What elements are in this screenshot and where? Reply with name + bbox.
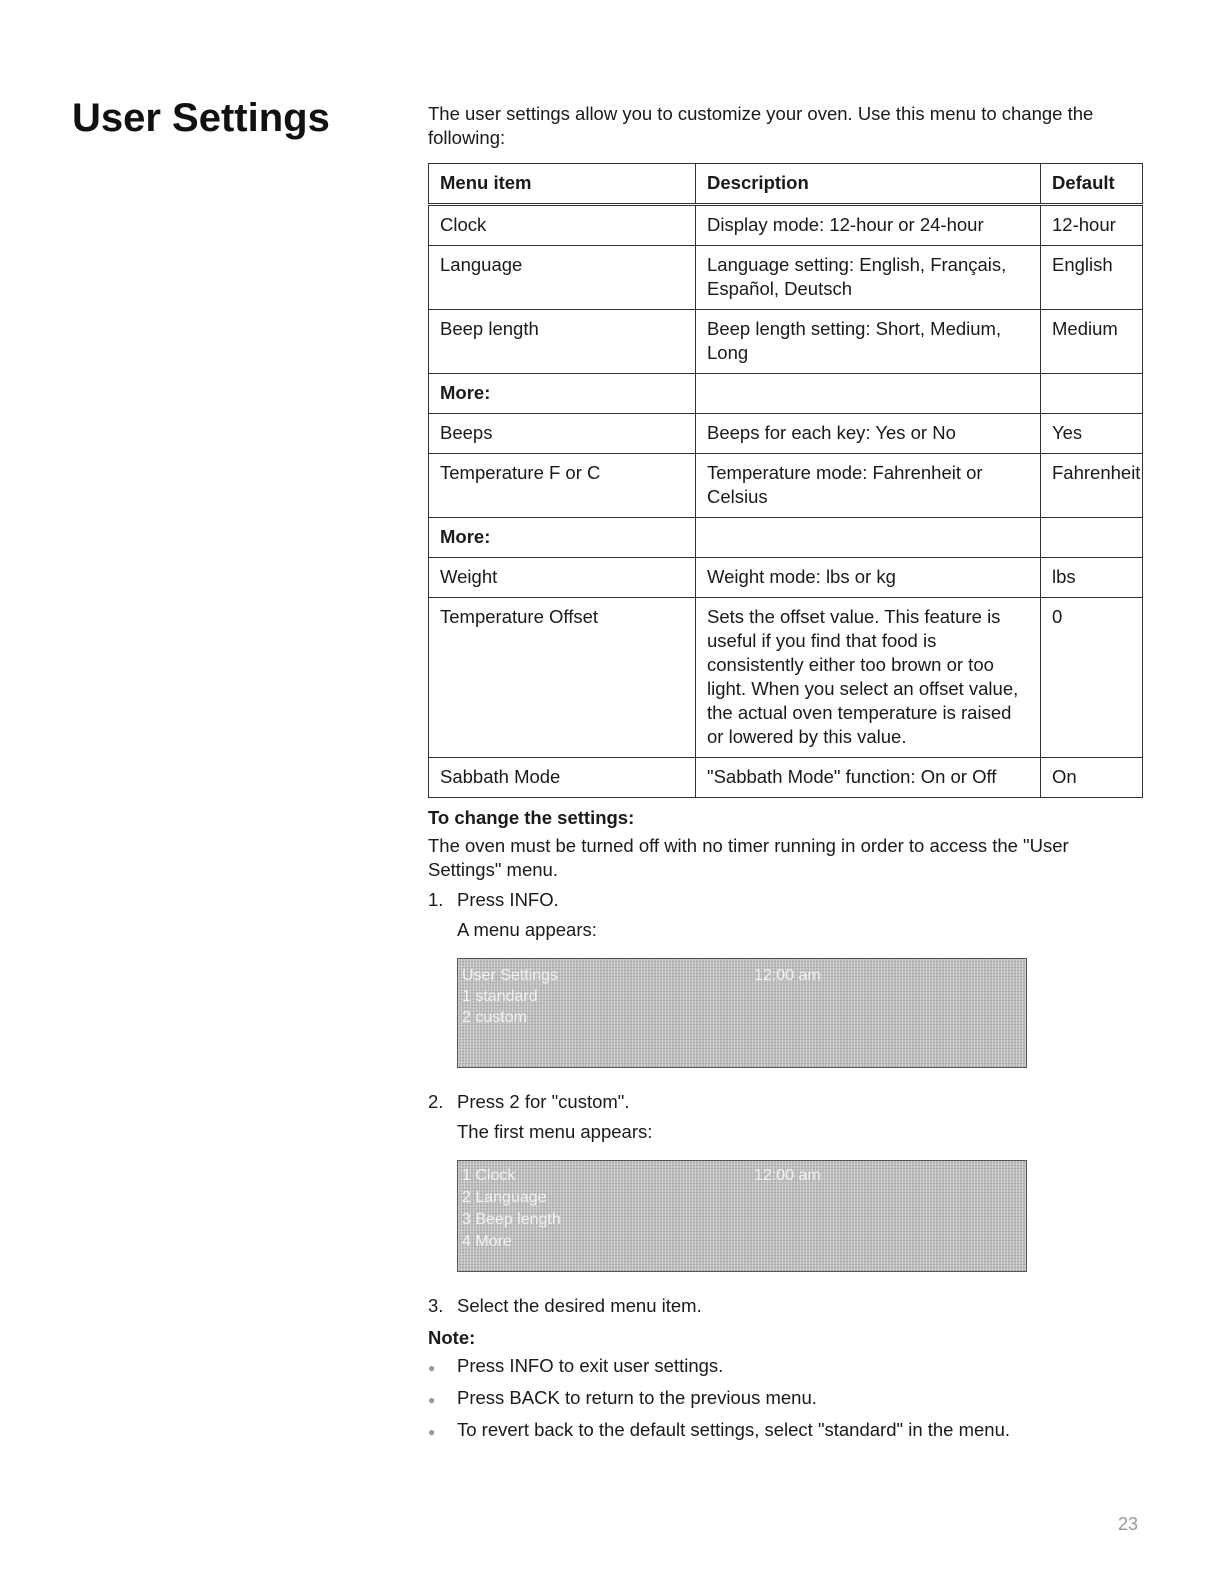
list-item — [428, 1354, 1144, 1380]
table-row-more — [429, 374, 1143, 414]
note-list — [428, 1354, 1144, 1444]
cell-item: Clock — [429, 205, 696, 246]
header-menu-item: Menu item — [429, 164, 696, 205]
cell-description: Weight mode: lbs or kg — [696, 558, 1041, 598]
display-screenshot-user-settings — [457, 958, 1027, 1068]
content-column — [428, 102, 1144, 1450]
step-text: Press INFO. — [457, 889, 559, 910]
cell-item: Sabbath Mode — [429, 758, 696, 798]
cell-default: Yes — [1041, 414, 1143, 454]
bullet-icon: ● — [428, 1425, 436, 1439]
cell-description: Language setting: English, Français, Español, Deutsch — [696, 246, 1041, 310]
note-text: To revert back to the default settings, select "standard" in the menu. — [457, 1419, 1011, 1440]
display-line: 2 custom — [462, 1009, 527, 1026]
display-clock: 12:00 am — [754, 967, 821, 984]
cell-description: Display mode: 12-hour or 24-hour — [696, 205, 1041, 246]
table-row — [429, 246, 1143, 310]
cell-description — [696, 518, 1041, 558]
cell-item: Beeps — [429, 414, 696, 454]
cell-item: Temperature F or C — [429, 454, 696, 518]
bullet-icon: ● — [428, 1393, 436, 1407]
list-item — [428, 1386, 1144, 1412]
cell-default: Fahrenheit — [1041, 454, 1143, 518]
display-line: 4 More — [462, 1233, 512, 1250]
header-description: Description — [696, 164, 1041, 205]
step-1-result: A menu appears: — [457, 919, 597, 940]
list-item — [428, 1418, 1144, 1444]
table-row — [429, 454, 1143, 518]
cell-item: More: — [429, 518, 696, 558]
cell-item: More: — [429, 374, 696, 414]
cell-default: 0 — [1041, 598, 1143, 758]
display-line: 3 Beep length — [462, 1211, 561, 1228]
header-default: Default — [1041, 164, 1143, 205]
cell-description: Temperature mode: Fahrenheit or Celsius — [696, 454, 1041, 518]
table-row — [429, 310, 1143, 374]
step-text: Press 2 for "custom". — [457, 1091, 630, 1112]
cell-item: Beep length — [429, 310, 696, 374]
note-text: Press BACK to return to the previous menu. — [457, 1387, 817, 1408]
note-text: Press INFO to exit user settings. — [457, 1355, 724, 1376]
note-heading: Note: — [428, 1327, 476, 1348]
cell-description: Beeps for each key: Yes or No — [696, 414, 1041, 454]
cell-default: lbs — [1041, 558, 1143, 598]
display-line: User Settings — [462, 967, 559, 984]
step-3 — [428, 1294, 1144, 1318]
step-number: 1. — [428, 889, 444, 910]
cell-default: Medium — [1041, 310, 1143, 374]
cell-description: Beep length setting: Short, Medium, Long — [696, 310, 1041, 374]
page-title: User Settings — [72, 96, 330, 140]
cell-item: Temperature Offset — [429, 598, 696, 758]
cell-item: Language — [429, 246, 696, 310]
cell-default — [1041, 374, 1143, 414]
step-1 — [428, 888, 1144, 912]
cell-default: On — [1041, 758, 1143, 798]
cell-description: Sets the offset value. This feature is useful if you find that food is consistently either too brown or too light. When you select an offset value, the actual oven temperature is raised or lowered by this value. — [696, 598, 1041, 758]
intro-text: The user settings allow you to customize your oven. Use this menu to change the following: — [428, 103, 1094, 148]
display-screenshot-custom-menu — [457, 1160, 1027, 1272]
step-number: 3. — [428, 1295, 444, 1316]
display-line: 1 Clock — [462, 1167, 516, 1184]
table-row — [429, 598, 1143, 758]
display-line: 1 standard — [462, 988, 538, 1005]
change-settings-text: The oven must be turned off with no timer running in order to access the "User Settings" menu. — [428, 835, 1069, 880]
step-text: Select the desired menu item. — [457, 1295, 702, 1316]
table-row — [429, 558, 1143, 598]
table-row — [429, 414, 1143, 454]
table-row-more — [429, 518, 1143, 558]
cell-description: "Sabbath Mode" function: On or Off — [696, 758, 1041, 798]
change-settings-heading: To change the settings: — [428, 807, 635, 828]
cell-default — [1041, 518, 1143, 558]
cell-default: 12-hour — [1041, 205, 1143, 246]
bullet-icon: ● — [428, 1361, 436, 1375]
step-2 — [428, 1090, 1144, 1114]
cell-description — [696, 374, 1041, 414]
cell-item: Weight — [429, 558, 696, 598]
table-row — [429, 205, 1143, 246]
settings-table — [428, 163, 1143, 798]
page-number: 23 — [1118, 1514, 1139, 1534]
step-2-result: The first menu appears: — [457, 1121, 653, 1142]
step-number: 2. — [428, 1091, 444, 1112]
cell-default: English — [1041, 246, 1143, 310]
table-header-row — [429, 164, 1143, 205]
display-clock: 12:00 am — [754, 1167, 821, 1184]
display-line: 2 Language — [462, 1189, 547, 1206]
table-row — [429, 758, 1143, 798]
